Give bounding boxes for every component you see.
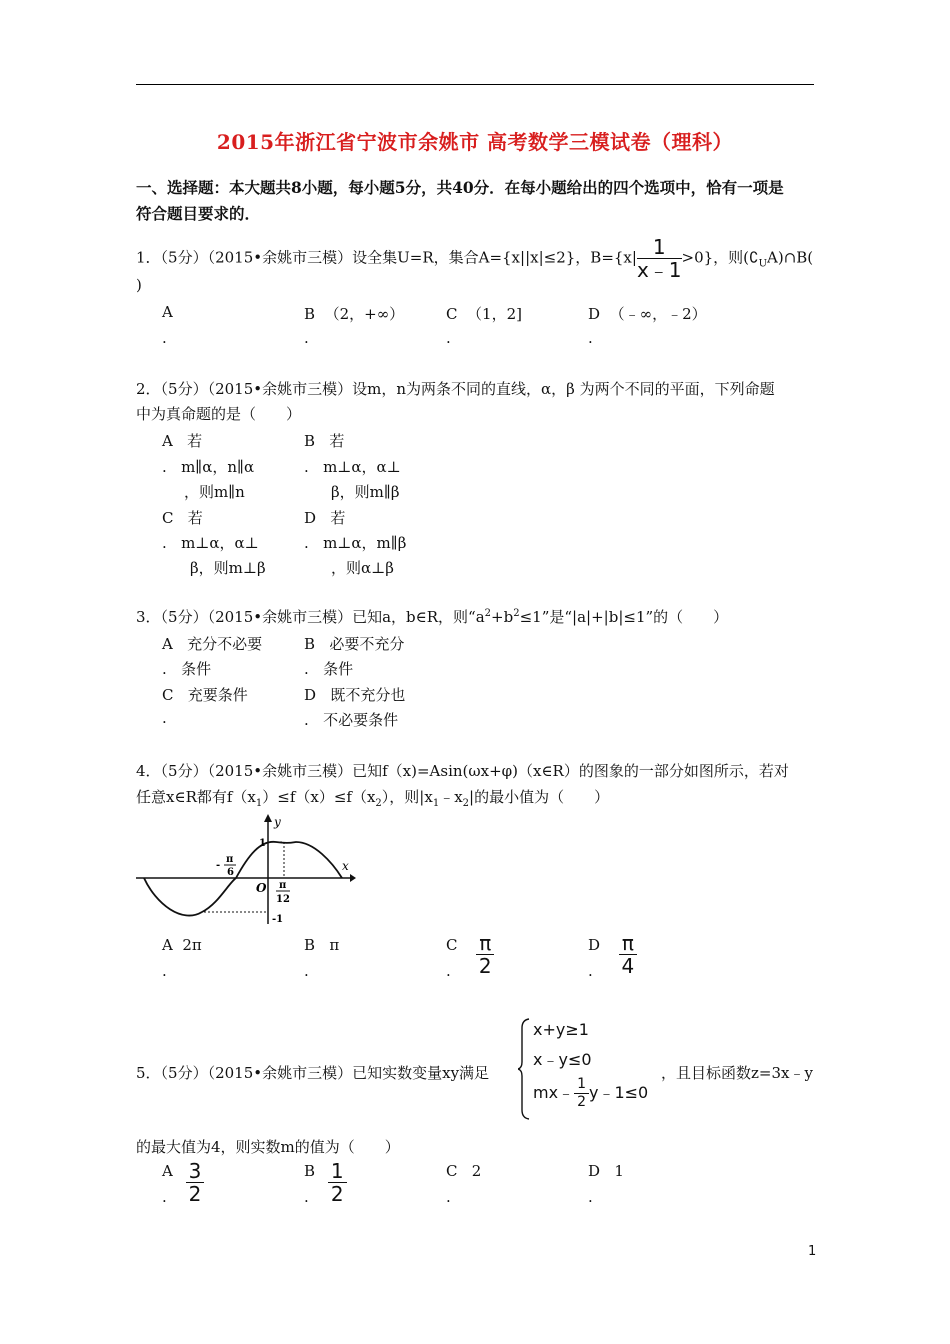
q5-b-dot: . <box>304 1188 309 1206</box>
q2-c-line3: β，则m⊥β <box>190 559 266 577</box>
q2-c-line2: m⊥α，α⊥ <box>181 534 259 552</box>
q3-b-line1: 必要不充分 <box>329 635 405 653</box>
section-header-line2: 符合题目要求的． <box>136 204 261 223</box>
q1-option-c-dot: . <box>446 329 451 347</box>
q5-suffix: ，且目标函数z=3x﹣y <box>661 1064 813 1082</box>
graph-origin-label: O <box>256 881 267 895</box>
q3-c-line1: 充要条件 <box>187 686 248 704</box>
q2-d-line2: m⊥α，m∥β <box>323 534 407 552</box>
q5-sys3a: mx﹣ <box>533 1083 575 1102</box>
q5-brace <box>518 1018 530 1120</box>
q3-a-line1: 充分不必要 <box>187 635 263 653</box>
page-title: 2015年浙江省宁波市余姚市 高考数学三模试卷（理科） <box>216 130 734 154</box>
q1-option-a-letter: A <box>162 303 173 321</box>
q5-sys-line1: x+y≥1 <box>533 1020 589 1039</box>
q4-c-num: π <box>476 932 494 955</box>
q5-sys3-frac <box>574 1076 589 1111</box>
q4-a-dot: . <box>162 962 167 980</box>
q4-option-b[interactable]: B π <box>304 936 340 954</box>
graph-one-label: 1 <box>259 838 266 849</box>
q3-sup2: 2 <box>513 608 520 619</box>
q1-close-paren: ) <box>136 276 142 294</box>
q2-option-a[interactable]: A 若 <box>162 432 203 450</box>
q2-stem-line2: 中为真命题的是（ ） <box>136 405 302 423</box>
q4-l2d: ﹣x <box>439 788 463 806</box>
q5-a-num: 3 <box>186 1160 205 1183</box>
q1-option-c-text: （1，2] <box>467 305 522 323</box>
q2-a-line1: 若 <box>187 432 203 450</box>
graph-y-label: y <box>274 815 281 829</box>
q2-b-line3: β，则m∥β <box>331 483 400 501</box>
graph-right-tick-den: 12 <box>276 894 290 905</box>
q5-option-a[interactable] <box>162 1160 204 1205</box>
q2-b-line1: 若 <box>329 432 345 450</box>
q5-a-dot: . <box>162 1188 167 1206</box>
q3-a-line2: 条件 <box>181 660 212 678</box>
q4-d-dot: . <box>588 962 593 980</box>
q1-suffix2: A)∩B( <box>767 248 814 267</box>
q4-c-dot: . <box>446 962 451 980</box>
graph-left-tick-sign: - <box>216 860 221 871</box>
q2-d-line2-wrap: . m⊥α，m∥β <box>304 534 407 552</box>
q2-d-line1: 若 <box>330 509 346 527</box>
q1-option-a[interactable] <box>162 303 173 321</box>
q4-l2c: ），则|x <box>381 788 433 806</box>
q5-b-den: 2 <box>330 1182 344 1206</box>
q1-option-d-text: （﹣∞，﹣2） <box>609 305 707 323</box>
q1-option-b-dot: . <box>304 329 309 347</box>
q1-option-b-letter: B <box>304 305 316 323</box>
q2-a-line2-wrap: . m∥α，n∥α <box>162 458 255 476</box>
q3-option-b[interactable]: B 必要不充分 <box>304 635 405 653</box>
q1-option-d[interactable] <box>588 303 707 324</box>
q1-option-b-text: （2，+∞） <box>324 305 405 323</box>
q2-option-b[interactable]: B 若 <box>304 432 345 450</box>
q1-frac-num: 1 <box>637 236 682 259</box>
q2-a-line3: ，则m∥n <box>184 483 245 501</box>
q5-option-b[interactable] <box>304 1160 347 1205</box>
q5-sys-line3 <box>533 1076 648 1111</box>
q2-a-line2: m∥α，n∥α <box>181 458 255 476</box>
q3-mid: +b <box>491 608 514 626</box>
q5-sys-line2: x﹣y≤0 <box>533 1050 592 1069</box>
q2-c-line2-wrap: . m⊥α，α⊥ <box>162 534 259 552</box>
q5-b-num: 1 <box>328 1160 347 1183</box>
q4-stem-line2 <box>136 786 609 809</box>
q4-sub4: 2 <box>462 798 470 809</box>
q3-d-line2: 不必要条件 <box>323 711 399 729</box>
q4-c-den: 2 <box>478 954 492 978</box>
q5-option-d[interactable]: D 1 <box>588 1162 624 1180</box>
q5-option-c[interactable]: C 2 <box>446 1162 482 1180</box>
q5-sys3b: y﹣1≤0 <box>588 1083 649 1102</box>
q4-b-text: π <box>329 936 340 954</box>
q3-post: ≤1”是“|a|+|b|≤1”的（ ） <box>519 608 729 626</box>
q5-sys3-num: 1 <box>574 1076 589 1094</box>
q1-frac-den: x﹣1 <box>636 258 682 282</box>
graph-left-tick-den: 6 <box>227 867 234 878</box>
q2-b-line2-wrap: . m⊥α，α⊥ <box>304 458 401 476</box>
q3-option-a[interactable]: A 充分不必要 <box>162 635 263 653</box>
graph-x-label: x <box>342 859 349 873</box>
q4-b-dot: . <box>304 962 309 980</box>
q1-option-a-dot: . <box>162 329 167 347</box>
q2-stem-line1: 2．（5分）（2015•余姚市三模）设m，n为两条不同的直线，α，β 为两个不同的平面，下列命题 <box>136 380 775 398</box>
q5-d-dot: . <box>588 1188 593 1206</box>
q3-pre: 3．（5分）（2015•余姚市三模）已知a，b∈R，则“a <box>136 608 485 626</box>
q5-a-frac <box>186 1160 205 1205</box>
q4-c-frac <box>476 932 494 977</box>
graph-neg-one-label: -1 <box>272 914 284 925</box>
q4-option-a[interactable]: A 2π <box>162 936 202 954</box>
q5-b-letter: B <box>304 1162 316 1180</box>
q4-c-letter: C <box>446 936 458 954</box>
q4-a-text: 2π <box>182 936 202 954</box>
q4-d-letter: D <box>588 936 601 954</box>
q4-d-num: π <box>619 932 637 955</box>
q5-sys3-den: 2 <box>577 1094 586 1110</box>
q1-sub-u: U <box>758 258 768 270</box>
q2-d-line3: ，则α⊥β <box>331 559 394 577</box>
q3-c-line2-wrap: . <box>162 709 182 727</box>
graph-right-tick-num: π <box>279 880 287 891</box>
q4-option-d[interactable] <box>588 932 637 977</box>
q4-l2b: ）≤f（x）≤f（x <box>262 788 376 806</box>
q5-a-letter: A <box>162 1162 173 1180</box>
q5-d-text: 1 <box>614 1162 624 1180</box>
q1-option-d-letter: D <box>588 305 601 323</box>
q4-sub1: 1 <box>255 798 263 809</box>
page-number: 1 <box>808 1244 817 1259</box>
q3-option-d[interactable]: D 既不充分也 <box>304 686 406 704</box>
q4-l2a: 任意x∈R都有f（x <box>136 788 256 806</box>
q2-c-line1: 若 <box>187 509 203 527</box>
graph-x-arrow <box>350 874 356 882</box>
q4-sub3: 1 <box>432 798 440 809</box>
q3-sup1: 2 <box>484 608 492 619</box>
q4-sub2: 2 <box>375 798 382 809</box>
q1-option-d-dot: . <box>588 329 593 347</box>
graph-left-tick-num: π <box>226 854 234 865</box>
q3-b-line2: 条件 <box>323 660 354 678</box>
sine-graph <box>136 812 358 930</box>
q3-d-line2-wrap: . 不必要条件 <box>304 711 399 729</box>
q1-option-c[interactable] <box>446 303 522 324</box>
q5-prefix: 5．（5分）（2015•余姚市三模）已知实数变量xy满足 <box>136 1064 490 1082</box>
section-header-line1: 一、选择题：本大题共8小题，每小题5分，共40分．在每小题给出的四个选项中，恰有一项是 <box>136 178 784 197</box>
q5-b-frac <box>328 1160 347 1205</box>
q2-option-c[interactable]: C 若 <box>162 509 203 527</box>
q5-a-den: 2 <box>188 1182 202 1206</box>
q3-d-line1: 既不充分也 <box>330 686 406 704</box>
top-rule <box>136 84 814 85</box>
q5-c-text: 2 <box>471 1162 482 1180</box>
q5-c-dot: . <box>446 1188 451 1206</box>
q2-b-line2: m⊥α，α⊥ <box>323 458 401 476</box>
q3-option-c[interactable]: C 充要条件 <box>162 686 248 704</box>
q1-suffix: >0}，则(∁ <box>681 248 759 267</box>
q4-d-den: 4 <box>621 954 635 978</box>
q2-option-d[interactable]: D 若 <box>304 509 346 527</box>
q3-b-line2-wrap: . 条件 <box>304 660 354 678</box>
q5-stem-line2: 的最大值为4，则实数m的值为（ ） <box>136 1138 400 1156</box>
q1-fraction <box>637 236 682 281</box>
question-1-stem <box>136 236 813 281</box>
q3-a-line2-wrap: . 条件 <box>162 660 212 678</box>
q1-prefix: 1．（5分）（2015•余姚市三模）设全集U=R，集合A={x||x|≤2}，B={x| <box>136 248 637 267</box>
q1-option-b[interactable] <box>304 303 404 324</box>
q4-stem-line1: 4．（5分）（2015•余姚市三模）已知f（x)=Asin(ωx+φ)（x∈R）的图象的一部分如图所示，若对 <box>136 762 789 780</box>
graph-y-arrow <box>264 814 272 822</box>
q1-option-c-letter: C <box>446 305 458 323</box>
q4-d-frac <box>619 932 637 977</box>
q4-option-c[interactable] <box>446 932 494 977</box>
q3-stem <box>136 606 728 627</box>
q4-l2e: |的最小值为（ ） <box>469 788 610 806</box>
